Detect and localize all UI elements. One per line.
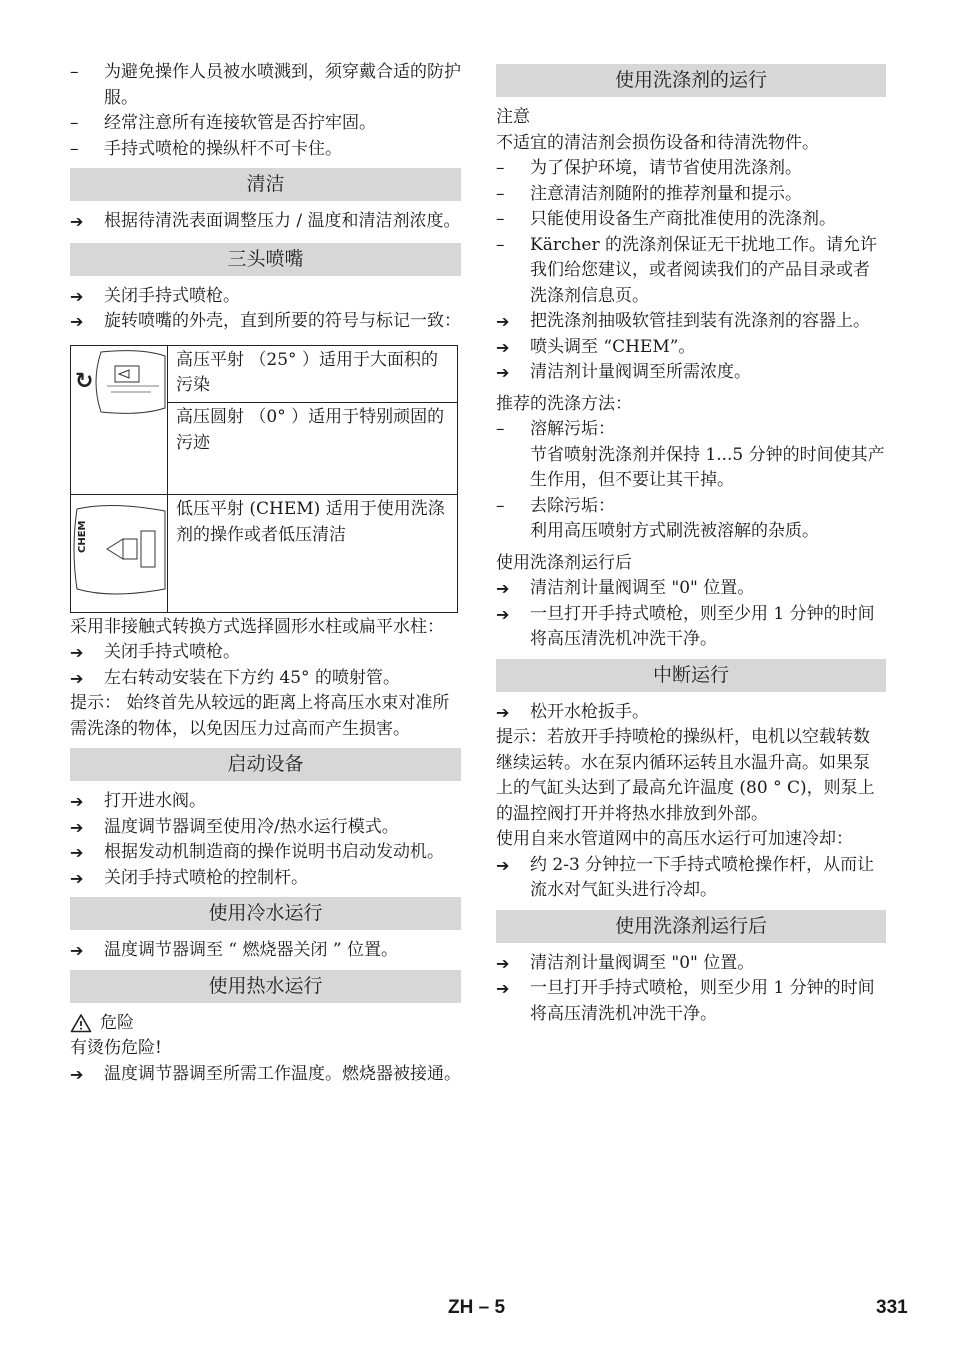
list-item: ➔ 根据待清洗表面调整压力 / 温度和清洁剂浓度。 xyxy=(70,209,461,235)
list-item: ➔ 约 2-3 分钟拉一下手持式喷枪操作杆，从而让流水对气缸头进行冷却。 xyxy=(496,853,886,904)
list-item: ➔ 关闭手持式喷枪的控制杆。 xyxy=(70,866,461,892)
list-item: – 去除污垢： xyxy=(496,495,615,516)
arrow-icon: ➔ xyxy=(70,843,84,862)
arrow-icon: ➔ xyxy=(496,312,510,331)
list-item: ➔ 温度调节器调至 “ 燃烧器关闭 ” 位置。 xyxy=(70,938,461,964)
notice-text: 不适宜的清洁剂会损伤设备和待清洗物件。 xyxy=(496,132,819,153)
right-column xyxy=(496,58,886,1027)
section-heading-after-detergent: 使用洗涤剂运行后 xyxy=(496,910,886,943)
arrow-icon: ➔ xyxy=(70,286,84,306)
arrow-icon: ➔ xyxy=(496,953,510,973)
arrow-icon: ➔ xyxy=(70,941,84,960)
list-item: ➔ 温度调节器调至所需工作温度。燃烧器被接通。 xyxy=(70,1062,461,1088)
method-text: 利用高压喷射方式刷洗被溶解的杂质。 xyxy=(530,521,819,541)
section-heading-interrupt: 中断运行 xyxy=(496,659,886,692)
footer-section: ZH – 5 xyxy=(448,1297,506,1318)
list-item: ➔ 喷头调至 “CHEM”。 xyxy=(496,335,886,361)
paragraph: 使用洗涤剂运行后 xyxy=(496,552,632,573)
section-heading-cold: 使用冷水运行 xyxy=(70,897,461,930)
paragraph: 使用自来水管道网中的高压水运行可加速冷却： xyxy=(496,829,853,849)
section-heading-nozzle: 三头喷嘴 xyxy=(70,243,461,276)
paragraph: 推荐的洗涤方法： xyxy=(496,393,632,414)
page-number: 331 xyxy=(876,1297,908,1318)
list-item: ➔ 一旦打开手持式喷枪，则至少用 1 分钟的时间将高压清洗机冲洗干净。 xyxy=(496,976,886,1027)
list-item: – 溶解污垢： xyxy=(496,419,615,439)
list-item: ➔ 清洁剂计量阀调至 "0" 位置。 xyxy=(496,951,886,977)
list-item: – 为了保护环境，请节省使用洗涤剂。 xyxy=(496,158,802,178)
list-item: – 注意清洁剂随附的推荐剂量和提示。 xyxy=(496,183,802,204)
list-item: ➔ 打开进水阀。 xyxy=(70,789,461,815)
list-item: ➔ 清洁剂计量阀调至 "0" 位置。 xyxy=(496,576,886,602)
arrow-icon: ➔ xyxy=(70,643,84,662)
note-paragraph: 提示： 始终首先从较远的距离上将高压水束对准所需洗涤的物体，以免因压力过高而产生损害。 xyxy=(70,693,450,739)
arrow-icon: ➔ xyxy=(496,363,510,382)
arrow-icon: ➔ xyxy=(496,579,510,598)
left-column xyxy=(70,60,461,1087)
svg-text:↻: ↻ xyxy=(75,368,94,394)
nozzle-chem-image xyxy=(71,495,168,613)
arrow-icon: ➔ xyxy=(496,979,510,998)
paragraph: 采用非接触式转换方式选择圆形水柱或扁平水柱： xyxy=(70,616,444,637)
arrow-icon: ➔ xyxy=(70,312,84,331)
section-heading-detergent: 使用洗涤剂的运行 xyxy=(496,64,886,97)
notice-label: 注意 xyxy=(496,107,530,127)
section-heading-hot: 使用热水运行 xyxy=(70,970,461,1003)
section-heading-start: 启动设备 xyxy=(70,748,461,781)
nozzle-highpressure-image xyxy=(71,345,168,495)
method-text: 节省喷射洗涤剂并保持 1...5 分钟的时间使其产生作用，但不要让其干掉。 xyxy=(530,444,885,490)
list-item: – 只能使用设备生产商批准使用的洗涤剂。 xyxy=(496,209,836,229)
list-item: – 手持式喷枪的操纵杆不可卡住。 xyxy=(70,138,342,159)
arrow-icon: ➔ xyxy=(496,604,510,624)
arrow-icon: ➔ xyxy=(70,1064,84,1084)
list-item: ➔ 旋转喷嘴的外壳，直到所要的符号与标记一致： xyxy=(70,309,461,335)
arrow-icon: ➔ xyxy=(70,792,84,811)
arrow-icon: ➔ xyxy=(496,702,510,722)
arrow-icon: ➔ xyxy=(70,868,84,888)
list-item: ➔ 根据发动机制造商的操作说明书启动发动机。 xyxy=(70,840,461,866)
list-item: – 为避免操作人员被水喷溅到，须穿戴合适的防护服。 xyxy=(70,62,461,108)
list-item: ➔ 松开水枪扳手。 xyxy=(496,700,886,726)
list-item: – 经常注意所有连接软管是否拧牢固。 xyxy=(70,113,376,133)
warning-label: 危险 xyxy=(70,1011,461,1037)
svg-text:CHEM: CHEM xyxy=(77,520,88,553)
list-item: ➔ 一旦打开手持式喷枪，则至少用 1 分钟的时间将高压清洗机冲洗干净。 xyxy=(496,602,886,653)
note-paragraph: 提示：若放开手持喷枪的操纵杆，电机以空载转数继续运转。水在泵内循环运转且水温升高。如果泵上的气缸头达到了最高允许温度 (80 ° C)，则泵上的温控阀打开并将热水排放到外部。 xyxy=(496,727,875,824)
section-heading-clean: 清洁 xyxy=(70,168,461,201)
arrow-icon: ➔ xyxy=(70,817,84,837)
list-item: – Kärcher 的洗涤剂保证无干扰地工作。请允许我们给您建议，或者阅读我们的产品目录或者洗涤剂信息页。 xyxy=(496,234,878,306)
list-item: ➔ 关闭手持式喷枪。 xyxy=(70,640,461,666)
nozzle-table: ↻ 高压平射 （25° ）适用于大面积的污染 高压圆射 （0° ）适用于特别顽固的污迹 CHEM 低压平射 (CHEM) 适用于使用洗涤剂的操作或者低压清洁 xyxy=(70,345,458,613)
list-item: ➔ 清洁剂计量阀调至所需浓度。 xyxy=(496,360,886,386)
list-item: ➔ 左右转动安装在下方约 45° 的喷射管。 xyxy=(70,666,461,692)
list-item: ➔ 温度调节器调至使用冷/热水运行模式。 xyxy=(70,815,461,841)
arrow-icon: ➔ xyxy=(70,212,84,231)
nozzle-rotate-icon xyxy=(71,346,167,486)
warning-icon xyxy=(70,1013,92,1033)
list-item: ➔ 关闭手持式喷枪。 xyxy=(70,284,461,310)
list-item: ➔ 把洗涤剂抽吸软管挂到装有洗涤剂的容器上。 xyxy=(496,309,886,335)
arrow-icon: ➔ xyxy=(70,668,84,688)
warning-text: 有烫伤危险! xyxy=(70,1038,162,1058)
arrow-icon: ➔ xyxy=(496,855,510,875)
arrow-icon: ➔ xyxy=(496,337,510,357)
